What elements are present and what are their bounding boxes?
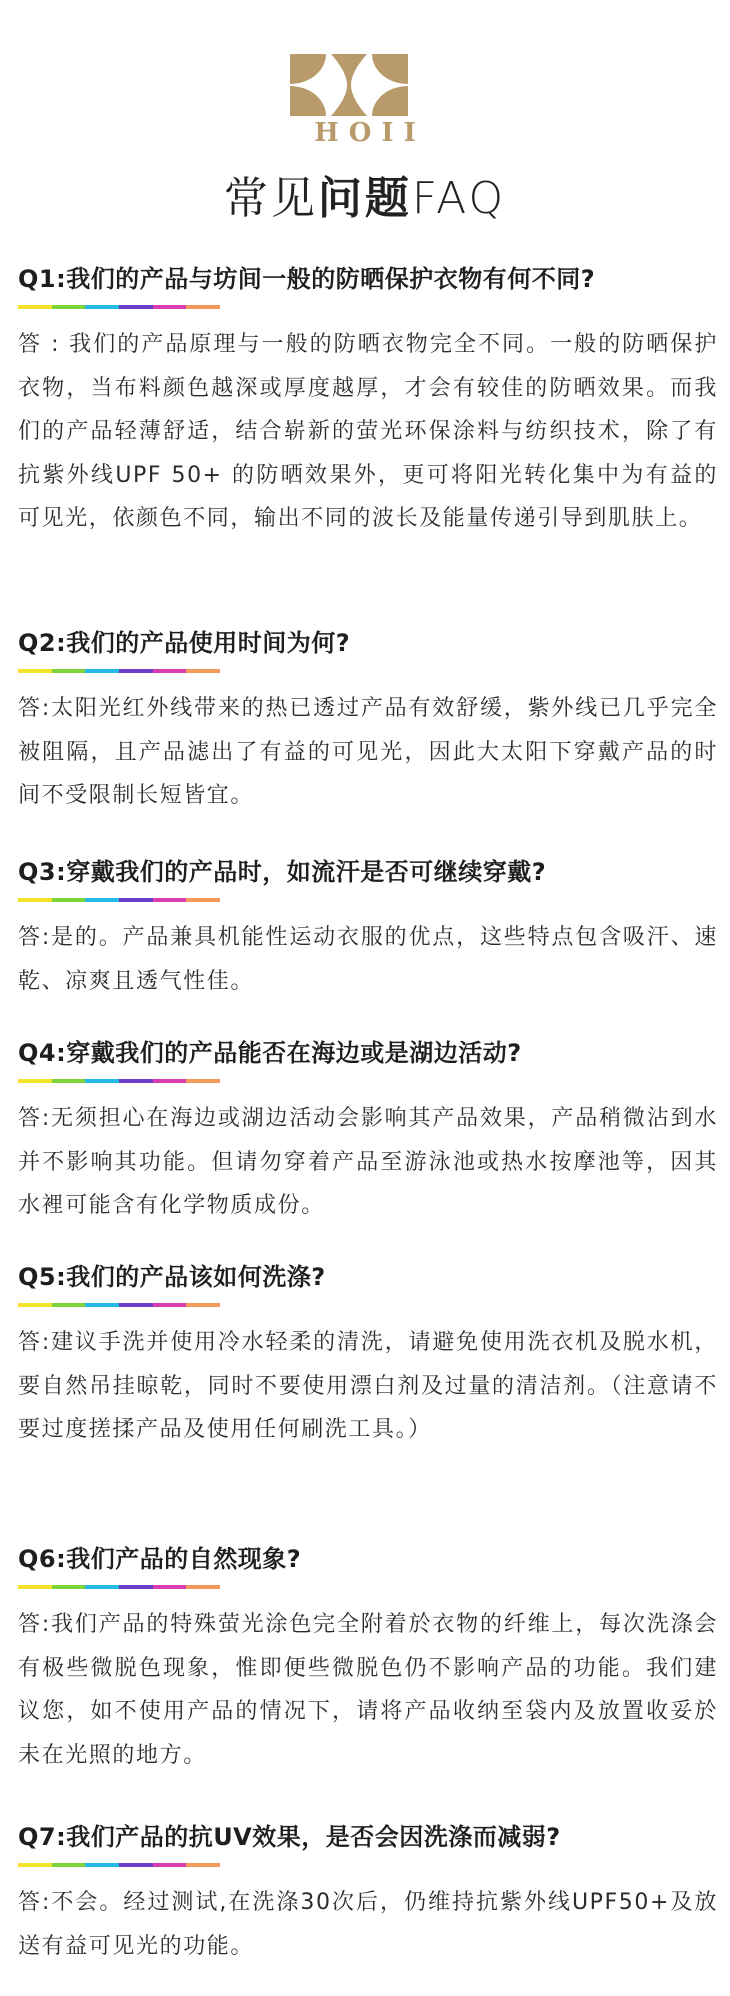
faq-question: Q5:我们的产品该如何洗涤? xyxy=(18,1263,326,1291)
faq-item-7 xyxy=(18,1820,718,1968)
rainbow-divider xyxy=(18,898,220,902)
faq-question: Q3:穿戴我们的产品时，如流汗是否可继续穿戴? xyxy=(18,858,547,886)
title-suffix: FAQ xyxy=(411,173,507,224)
faq-answer: 答:不会。经过测试,在洗涤30次后，仍维持抗紫外线UPF50+及放送有益可见光的功能。 xyxy=(18,1890,718,1959)
rainbow-divider xyxy=(18,305,220,309)
faq-question: Q6:我们产品的自然现象? xyxy=(18,1545,302,1573)
rainbow-divider xyxy=(18,1585,220,1589)
faq-question: Q2:我们的产品使用时间为何? xyxy=(18,629,351,657)
rainbow-divider xyxy=(18,1303,220,1307)
faq-question: Q7:我们产品的抗UV效果，是否会因洗涤而减弱? xyxy=(18,1823,561,1851)
rainbow-divider xyxy=(18,1863,220,1867)
faq-question: Q4:穿戴我们的产品能否在海边或是湖边活动? xyxy=(18,1039,522,1067)
faq-answer: 答:是的。产品兼具机能性运动衣服的优点，这些特点包含吸汗、速乾、凉爽且透气性佳。 xyxy=(18,925,718,994)
header xyxy=(0,0,730,235)
rainbow-divider xyxy=(18,669,220,673)
faq-item-3 xyxy=(18,855,718,1003)
faq-answer: 答:太阳光红外线带来的热已透过产品有效舒缓，紫外线已几乎完全被阻隔，且产品滤出了有益的可见光，因此大太阳下穿戴产品的时间不受限制长短皆宜。 xyxy=(18,696,718,808)
title-bold: 问题 xyxy=(317,173,412,224)
title-light: 常见 xyxy=(223,173,318,224)
faq-item-4 xyxy=(18,1036,718,1228)
faq-answer: 答 : 我们的产品原理与一般的防晒衣物完全不同。一般的防晒保护衣物，当布料颜色越深或厚度越厚，才会有较佳的防晒效果。而我们的产品轻薄舒适，结合崭新的萤光环保涂料与纺织技术，除了有抗紫外线UPF 50+ 的防晒效果外，更可将阳光转化集中为有益的可见光，依颜色不同，输出不同的波长及能量传递引导到肌肤上。 xyxy=(18,332,718,531)
faq-answer: 答:建议手洗并使用冷水轻柔的清洗，请避免使用洗衣机及脱水机，要自然吊挂晾乾，同时不要使用漂白剂及过量的清洁剂。（注意请不要过度搓揉产品及使用任何刷洗工具。） xyxy=(18,1330,718,1442)
faq-item-6 xyxy=(18,1542,718,1777)
faq-item-2 xyxy=(18,626,718,818)
brand-wordmark: HOII xyxy=(314,118,426,148)
faq-answer: 答:无须担心在海边或湖边活动会影响其产品效果，产品稍微沾到水并不影响其功能。但请勿穿着产品至游泳池或热水按摩池等，因其水裡可能含有化学物质成份。 xyxy=(18,1106,718,1218)
faq-item-1 xyxy=(18,262,718,541)
rainbow-divider xyxy=(18,1079,220,1083)
faq-item-5 xyxy=(18,1260,718,1452)
faq-question: Q1:我们的产品与坊间一般的防晒保护衣物有何不同? xyxy=(18,265,596,293)
faq-answer: 答:我们产品的特殊萤光涂色完全附着於衣物的纤维上，每次洗涤会有极些微脱色现象，惟即便些微脱色仍不影响产品的功能。我们建议您，如不使用产品的情况下，请将产品收纳至袋内及放置收妥於未在光照的地方。 xyxy=(18,1612,718,1768)
page-title xyxy=(0,162,730,226)
hoii-logo-icon xyxy=(290,54,408,116)
